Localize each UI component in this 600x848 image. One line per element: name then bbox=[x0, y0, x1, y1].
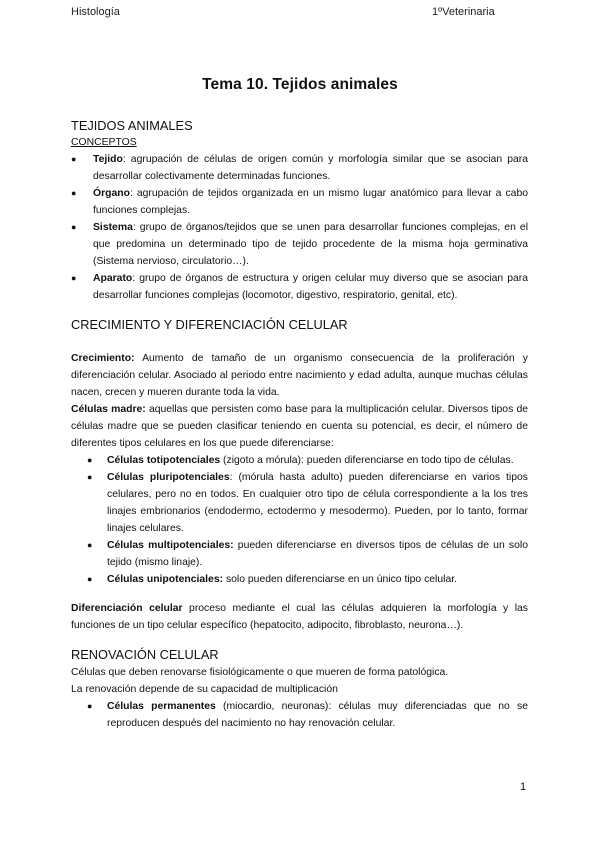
bullet-icon: ● bbox=[71, 188, 77, 198]
bullet-icon: ● bbox=[71, 222, 77, 232]
concepts-list bbox=[71, 151, 528, 304]
section-heading-crecimiento: CRECIMIENTO Y DIFERENCIACIÓN CELULAR bbox=[71, 317, 348, 332]
renewal-list bbox=[87, 698, 528, 732]
subheading-conceptos: CONCEPTOS bbox=[71, 137, 137, 148]
list-item: ● Células permanentes (miocardio, neuronas): células muy diferenciadas que no se reproducen después del nacimiento no hay renovación celular. bbox=[87, 698, 528, 732]
list-item: ● Sistema: grupo de órganos/tejidos que se unen para desarrollar funciones complejas, en el que predomina un determinado tipo de tejido procedente de la misma hoja germinativa (Sistema nervioso, circulatorio…). bbox=[71, 219, 528, 270]
bullet-icon: ● bbox=[71, 154, 77, 164]
list-item: ● Células unipotenciales: solo pueden diferenciarse en un único tipo celular. bbox=[87, 571, 528, 588]
list-item: ● Células totipotenciales (zigoto a mórula): pueden diferenciarse en todo tipo de células. bbox=[87, 452, 528, 469]
paragraph-renovacion-1: Células que deben renovarse fisiológicamente o que mueren de forma patológica. bbox=[71, 667, 449, 678]
list-item: ● Células pluripotenciales: (mórula hasta adulto) pueden diferenciarse en varios tipos celulares, pero no en todos. En cualquier otro tipo de célula correspondiente a la los tres linajes embrionarios (endodermo, ectodermo y mesodermo). Pueden, por lo tanto, formar linajes celulares. bbox=[87, 469, 528, 537]
list-item: ● Órgano: agrupación de tejidos organizada en un mismo lugar anatómico para llevar a cabo funciones complejas. bbox=[71, 185, 528, 219]
paragraph-diferenciacion: Diferenciación celular proceso mediante el cual las células adquieren la morfología y las funciones de un tipo celular específico (hepatocito, adipocito, fibroblasto, neurona…). bbox=[71, 603, 528, 631]
list-item: ● Tejido: agrupación de células de origen común y morfología similar que se asocian para desarrollar colectivamente determinadas funciones. bbox=[71, 151, 528, 185]
bullet-icon: ● bbox=[87, 455, 93, 465]
bullet-icon: ● bbox=[87, 701, 93, 711]
page-title: Tema 10. Tejidos animales bbox=[202, 76, 398, 93]
bullet-icon: ● bbox=[87, 540, 93, 550]
paragraph-celulas-madre: Células madre: aquellas que persisten como base para la multiplicación celular. Diversos tipos de células madre que se pueden clasificar teniendo en cuenta su potencial, es decir, el número de diferentes tipos celulares en los que puede diferenciarse: bbox=[71, 404, 528, 449]
paragraph-renovacion-2: La renovación depende de su capacidad de multiplicación bbox=[71, 684, 338, 695]
header-course: Histología bbox=[71, 6, 120, 18]
paragraph-crecimiento: Crecimiento: Aumento de tamaño de un organismo consecuencia de la proliferación y diferenciación celular. Asociado al periodo entre nacimiento y edad adulta, aunque muchas células nacen, crecen y mueren durante toda la vida. bbox=[71, 353, 528, 398]
bullet-icon: ● bbox=[71, 273, 77, 283]
page-number: 1 bbox=[520, 781, 527, 793]
list-item: ● Aparato: grupo de órganos de estructura y origen celular muy diverso que se asocian para desarrollar funciones complejas (locomotor, digestivo, respiratorio, genital, etc). bbox=[71, 270, 528, 304]
bullet-icon: ● bbox=[87, 472, 93, 482]
section-heading-tejidos: TEJIDOS ANIMALES bbox=[71, 118, 193, 133]
document-body bbox=[71, 117, 528, 732]
stem-cell-list bbox=[87, 452, 528, 588]
header-year: 1ºVeterinaria bbox=[432, 6, 495, 18]
section-heading-renovacion: RENOVACIÓN CELULAR bbox=[71, 647, 219, 662]
list-item: ● Células multipotenciales: pueden diferenciarse en diversos tipos de células de un solo tejido (mismo linaje). bbox=[87, 537, 528, 571]
bullet-icon: ● bbox=[87, 574, 93, 584]
